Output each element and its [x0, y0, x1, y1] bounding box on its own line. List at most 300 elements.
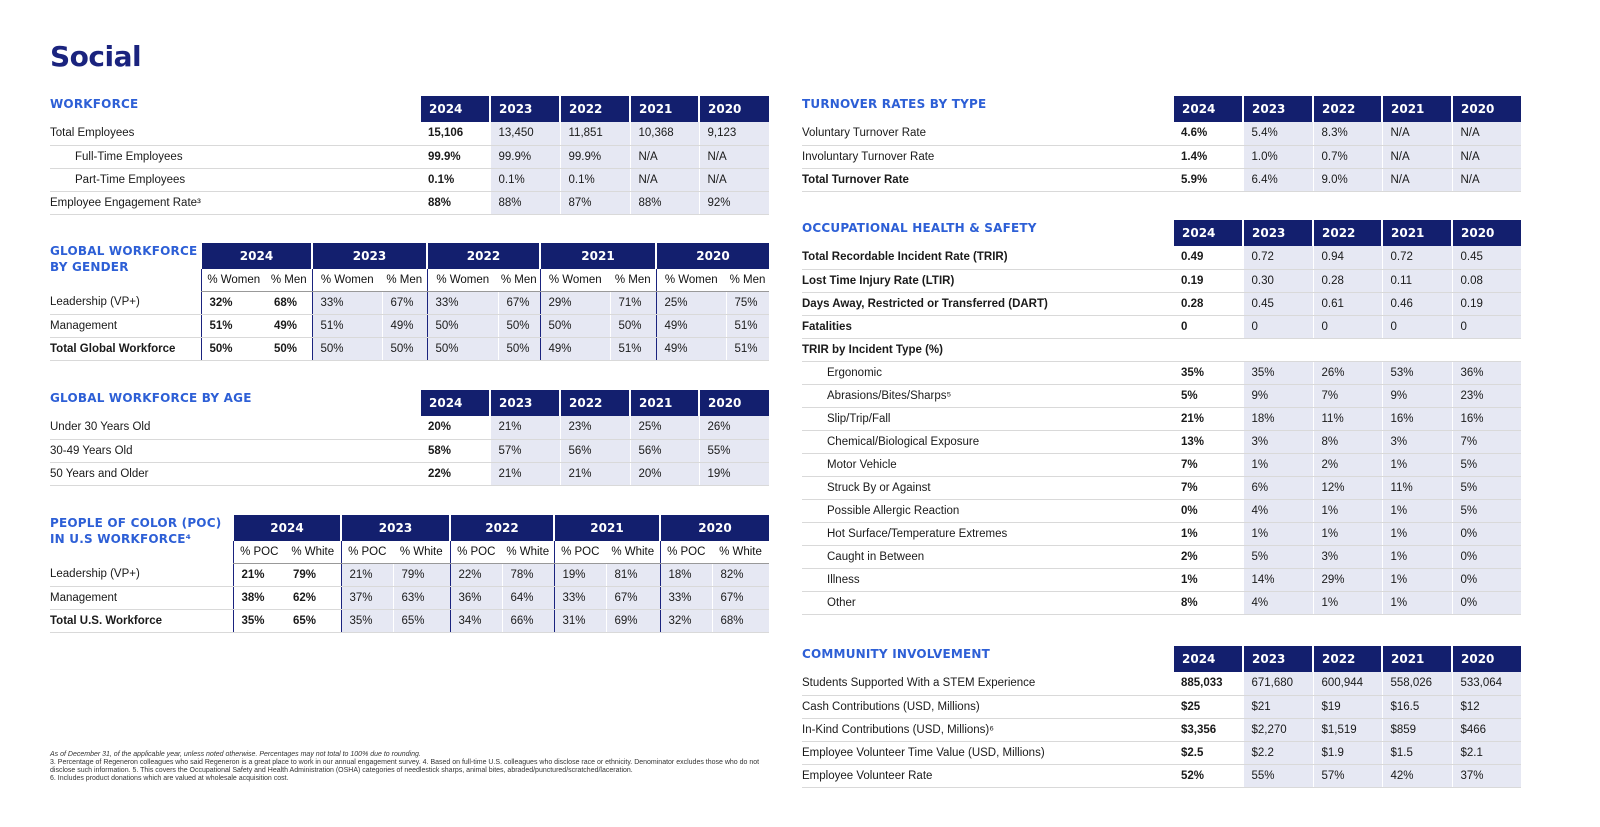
table-cell: 3% — [1243, 430, 1313, 453]
table-cell: 25% — [630, 416, 699, 439]
table-cell: 885,033 — [1173, 672, 1243, 695]
year-header: 2024 — [1173, 96, 1243, 122]
table-cell: 0.28 — [1313, 269, 1382, 292]
table-cell: 50% — [427, 314, 498, 337]
row-label: Leadership (VP+) — [50, 291, 201, 314]
table-cell: N/A — [630, 168, 699, 191]
table-cell: 31% — [554, 609, 606, 632]
ohs-section — [802, 220, 1521, 615]
row-label: Slip/Trip/Fall — [802, 407, 1173, 430]
table-cell: 53% — [1382, 361, 1452, 384]
table-cell: 62% — [285, 586, 341, 609]
sub-header: % POC — [450, 541, 502, 563]
table-cell: 65% — [285, 609, 341, 632]
sub-header: % POC — [341, 541, 393, 563]
table-cell: 0.1% — [420, 168, 490, 191]
table-cell: 6% — [1243, 476, 1313, 499]
table-row — [50, 609, 769, 632]
table-cell: 5.4% — [1243, 122, 1313, 145]
row-label: Employee Volunteer Time Value (USD, Millions) — [802, 741, 1173, 764]
table-cell: 0.7% — [1313, 145, 1382, 168]
table-cell: 33% — [427, 291, 498, 314]
table-cell: 55% — [699, 439, 769, 462]
row-label: Struck By or Against — [802, 476, 1173, 499]
table-cell: 0.19 — [1452, 292, 1521, 315]
sub-header: % Men — [726, 269, 769, 291]
row-label: Lost Time Injury Rate (LTIR) — [802, 269, 1173, 292]
table-cell: 29% — [540, 291, 610, 314]
row-label: Part-Time Employees — [50, 168, 420, 191]
row-label: Total U.S. Workforce — [50, 609, 233, 632]
sub-header: % POC — [554, 541, 606, 563]
year-header: 2022 — [1313, 646, 1382, 672]
row-label: Students Supported With a STEM Experience — [802, 672, 1173, 695]
table-cell: 35% — [341, 609, 393, 632]
table-cell: 1% — [1313, 522, 1382, 545]
table-row — [802, 568, 1521, 591]
table-cell: 9,123 — [699, 122, 769, 145]
table-cell: 1% — [1382, 499, 1452, 522]
table-cell: 1.0% — [1243, 145, 1313, 168]
table-row — [802, 430, 1521, 453]
row-label: Full-Time Employees — [50, 145, 420, 168]
table-cell: N/A — [1382, 168, 1452, 191]
table-cell: 8.3% — [1313, 122, 1382, 145]
row-label: Days Away, Restricted or Transferred (DART) — [802, 292, 1173, 315]
table-cell: 79% — [285, 563, 341, 586]
row-label: Voluntary Turnover Rate — [802, 122, 1173, 145]
table-cell: 55% — [1243, 764, 1313, 787]
table-row — [802, 545, 1521, 568]
row-label: Total Employees — [50, 122, 420, 145]
table-cell: 5% — [1173, 384, 1243, 407]
table-cell: 58% — [420, 439, 490, 462]
table-cell: 88% — [490, 191, 560, 214]
community-table — [802, 646, 1521, 788]
sub-header: % Women — [540, 269, 610, 291]
year-header: 2022 — [1313, 220, 1382, 246]
table-cell: 600,944 — [1313, 672, 1382, 695]
row-label: In-Kind Contributions (USD, Millions)⁶ — [802, 718, 1173, 741]
table-cell: 0% — [1452, 591, 1521, 614]
table-cell: 9% — [1243, 384, 1313, 407]
table-cell: 88% — [420, 191, 490, 214]
table-row — [802, 384, 1521, 407]
table-row — [50, 191, 769, 214]
table-cell: 71% — [610, 291, 656, 314]
table-cell: $2.2 — [1243, 741, 1313, 764]
poc-section — [50, 515, 769, 633]
table-row — [50, 586, 769, 609]
section-title: COMMUNITY INVOLVEMENT — [802, 647, 991, 661]
year-header: 2024 — [1173, 646, 1243, 672]
table-cell: 1% — [1382, 453, 1452, 476]
gender-section — [50, 243, 769, 361]
table-cell: 51% — [201, 314, 266, 337]
row-label: Chemical/Biological Exposure — [802, 430, 1173, 453]
table-row — [50, 462, 769, 485]
table-cell: 37% — [341, 586, 393, 609]
row-label: Total Global Workforce — [50, 337, 201, 360]
year-header: 2023 — [312, 243, 427, 269]
table-cell: 0.1% — [490, 168, 560, 191]
table-cell: 81% — [606, 563, 660, 586]
table-cell: 0.46 — [1382, 292, 1452, 315]
year-header: 2021 — [1382, 646, 1452, 672]
table-cell: 0.11 — [1382, 269, 1452, 292]
table-row — [802, 764, 1521, 787]
year-header: 2021 — [630, 96, 699, 122]
table-cell: 92% — [699, 191, 769, 214]
year-header: 2020 — [699, 96, 769, 122]
table-cell: $3,356 — [1173, 718, 1243, 741]
footnote-line: 3. Percentage of Regeneron colleagues who said Regeneron is a great place to work in our annual engagement survey. 4. Based on full-time U.S. colleagues who disclose race or ethnicity. Denominator excludes those who do not disclose such information. 5. This covers the Occupational Safety and Health Administration (OSHA) categories of needlestick sharps, animal bites, abraded/punctured/scratched/laceration. — [50, 759, 760, 774]
table-cell: 0 — [1243, 315, 1313, 338]
section-title: PEOPLE OF COLOR (POC) IN U.S WORKFORCE⁴ — [50, 516, 222, 546]
section-title: GLOBAL WORKFORCE BY GENDER — [50, 244, 198, 274]
table-cell: 0.94 — [1313, 246, 1382, 269]
row-label: Other — [802, 591, 1173, 614]
year-header: 2021 — [1382, 220, 1452, 246]
table-cell: 1% — [1382, 568, 1452, 591]
year-header: 2020 — [1452, 646, 1521, 672]
table-cell: 13% — [1173, 430, 1243, 453]
year-header: 2022 — [1313, 96, 1382, 122]
table-cell: $466 — [1452, 718, 1521, 741]
sub-header: % White — [606, 541, 660, 563]
table-cell: 50% — [540, 314, 610, 337]
year-header: 2024 — [201, 243, 312, 269]
table-cell: $25 — [1173, 695, 1243, 718]
table-cell: 57% — [1313, 764, 1382, 787]
table-cell: 33% — [312, 291, 382, 314]
table-cell: 5.9% — [1173, 168, 1243, 191]
table-cell: 1% — [1382, 591, 1452, 614]
year-header: 2023 — [341, 515, 450, 541]
row-label: Cash Contributions (USD, Millions) — [802, 695, 1173, 718]
table-cell: $2.1 — [1452, 741, 1521, 764]
row-label: Abrasions/Bites/Sharps⁵ — [802, 384, 1173, 407]
year-header: 2021 — [554, 515, 660, 541]
table-cell: 0.28 — [1173, 292, 1243, 315]
table-cell: 67% — [382, 291, 427, 314]
sub-header: % Men — [610, 269, 656, 291]
footnote-line: As of December 31, of the applicable year, unless noted otherwise. Percentages may not total to 100% due to rounding. — [50, 751, 421, 758]
table-cell: 67% — [498, 291, 540, 314]
table-cell: 66% — [502, 609, 554, 632]
table-cell: N/A — [1452, 168, 1521, 191]
table-cell: 49% — [382, 314, 427, 337]
table-cell: 4% — [1243, 499, 1313, 522]
row-label: Employee Engagement Rate³ — [50, 191, 420, 214]
table-cell: 8% — [1173, 591, 1243, 614]
year-header: 2022 — [560, 96, 630, 122]
section-title: OCCUPATIONAL HEALTH & SAFETY — [802, 221, 1037, 235]
community-section — [802, 646, 1521, 788]
sub-header: % White — [393, 541, 450, 563]
table-row — [802, 407, 1521, 430]
table-cell: 99.9% — [490, 145, 560, 168]
table-cell: 99.9% — [420, 145, 490, 168]
table-cell: 0.72 — [1382, 246, 1452, 269]
sub-header: % Men — [498, 269, 540, 291]
table-cell: 67% — [712, 586, 769, 609]
table-row — [50, 314, 769, 337]
year-header: 2022 — [560, 390, 630, 416]
table-cell: 23% — [1452, 384, 1521, 407]
table-cell: 1% — [1243, 453, 1313, 476]
table-cell: 1% — [1173, 522, 1243, 545]
table-cell: 25% — [656, 291, 726, 314]
table-cell: 0.49 — [1173, 246, 1243, 269]
table-cell: 50% — [498, 314, 540, 337]
row-label: Management — [50, 586, 233, 609]
table-cell: 22% — [450, 563, 502, 586]
table-cell: 34% — [450, 609, 502, 632]
row-label: Management — [50, 314, 201, 337]
table-cell: 78% — [502, 563, 554, 586]
table-cell: 23% — [560, 416, 630, 439]
table-cell: 7% — [1313, 384, 1382, 407]
table-cell: 49% — [656, 337, 726, 360]
table-cell: 2% — [1173, 545, 1243, 568]
table-cell: N/A — [1382, 122, 1452, 145]
table-cell: 0.45 — [1452, 246, 1521, 269]
table-cell: 35% — [233, 609, 285, 632]
table-cell: 50% — [266, 337, 312, 360]
table-cell: 49% — [656, 314, 726, 337]
table-cell: 64% — [502, 586, 554, 609]
table-cell: 0.08 — [1452, 269, 1521, 292]
table-row — [802, 741, 1521, 764]
row-label: Caught in Between — [802, 545, 1173, 568]
table-cell: 21% — [1173, 407, 1243, 430]
table-cell: N/A — [1452, 122, 1521, 145]
table-cell: 42% — [1382, 764, 1452, 787]
table-cell: 4.6% — [1173, 122, 1243, 145]
table-cell: $1,519 — [1313, 718, 1382, 741]
table-cell: 671,680 — [1243, 672, 1313, 695]
year-header: 2024 — [420, 96, 490, 122]
table-cell: 36% — [1452, 361, 1521, 384]
table-row — [50, 291, 769, 314]
table-cell: 21% — [341, 563, 393, 586]
table-cell: 0% — [1173, 499, 1243, 522]
table-cell: 1.4% — [1173, 145, 1243, 168]
section-title: WORKFORCE — [50, 97, 139, 111]
row-label: Employee Volunteer Rate — [802, 764, 1173, 787]
table-cell: 0.30 — [1243, 269, 1313, 292]
year-header: 2021 — [1382, 96, 1452, 122]
table-cell: 8% — [1313, 430, 1382, 453]
table-cell: 50% — [312, 337, 382, 360]
workforce-section — [50, 96, 769, 215]
table-row — [50, 563, 769, 586]
table-cell: $21 — [1243, 695, 1313, 718]
table-cell: 68% — [712, 609, 769, 632]
table-row — [802, 361, 1521, 384]
table-cell: $12 — [1452, 695, 1521, 718]
year-header: 2023 — [1243, 96, 1313, 122]
year-header: 2023 — [1243, 220, 1313, 246]
sub-header: % Men — [266, 269, 312, 291]
table-cell: N/A — [1452, 145, 1521, 168]
sub-header: % POC — [660, 541, 712, 563]
sub-header: % Women — [312, 269, 382, 291]
table-cell: 56% — [560, 439, 630, 462]
age-section — [50, 390, 769, 486]
table-cell: 11% — [1313, 407, 1382, 430]
table-cell: 5% — [1452, 453, 1521, 476]
table-cell: 69% — [606, 609, 660, 632]
table-cell: N/A — [1382, 145, 1452, 168]
table-cell: 13,450 — [490, 122, 560, 145]
table-row — [802, 718, 1521, 741]
table-cell: 52% — [1173, 764, 1243, 787]
table-cell: 7% — [1173, 476, 1243, 499]
table-cell: 5% — [1243, 545, 1313, 568]
table-cell: 21% — [490, 462, 560, 485]
table-row — [802, 522, 1521, 545]
table-row — [50, 337, 769, 360]
table-cell: 50% — [427, 337, 498, 360]
table-cell: 50% — [382, 337, 427, 360]
table-cell: 1% — [1313, 499, 1382, 522]
workforce-table — [50, 96, 769, 215]
table-row — [802, 122, 1521, 145]
table-cell: 0 — [1452, 315, 1521, 338]
table-row — [802, 145, 1521, 168]
table-cell: N/A — [630, 145, 699, 168]
table-row — [50, 122, 769, 145]
table-cell: 19% — [699, 462, 769, 485]
table-cell: 1% — [1173, 568, 1243, 591]
table-cell: 26% — [699, 416, 769, 439]
table-cell: 57% — [490, 439, 560, 462]
table-cell: 6.4% — [1243, 168, 1313, 191]
table-cell: 26% — [1313, 361, 1382, 384]
footnote-line: 6. Includes product donations which are valued at wholesale acquisition cost. — [50, 775, 289, 782]
year-header: 2023 — [490, 390, 560, 416]
table-cell: 35% — [1243, 361, 1313, 384]
year-header: 2023 — [1243, 646, 1313, 672]
table-cell: N/A — [699, 168, 769, 191]
table-cell: $2.5 — [1173, 741, 1243, 764]
table-cell: 20% — [420, 416, 490, 439]
table-cell: 15,106 — [420, 122, 490, 145]
table-row — [802, 695, 1521, 718]
sub-header: % POC — [233, 541, 285, 563]
table-cell: 49% — [266, 314, 312, 337]
table-row — [802, 672, 1521, 695]
table-cell: 1% — [1313, 591, 1382, 614]
table-row — [802, 315, 1521, 338]
table-cell: 32% — [660, 609, 712, 632]
table-cell: 21% — [560, 462, 630, 485]
row-label: Fatalities — [802, 315, 1173, 338]
table-cell: 5% — [1452, 476, 1521, 499]
table-cell: 0 — [1313, 315, 1382, 338]
table-cell: 21% — [490, 416, 560, 439]
table-cell: 79% — [393, 563, 450, 586]
table-cell: 20% — [630, 462, 699, 485]
row-label: Leadership (VP+) — [50, 563, 233, 586]
table-cell: $1.9 — [1313, 741, 1382, 764]
table-cell: 9.0% — [1313, 168, 1382, 191]
table-cell: 22% — [420, 462, 490, 485]
table-cell: 533,064 — [1452, 672, 1521, 695]
table-cell: 18% — [1243, 407, 1313, 430]
year-header: 2023 — [490, 96, 560, 122]
table-cell: 51% — [610, 337, 656, 360]
table-cell: 29% — [1313, 568, 1382, 591]
table-cell: 0.1% — [560, 168, 630, 191]
table-cell: 16% — [1452, 407, 1521, 430]
table-cell: 0.45 — [1243, 292, 1313, 315]
table-cell: 0 — [1382, 315, 1452, 338]
ohs-table — [802, 220, 1521, 615]
table-cell: 0.72 — [1243, 246, 1313, 269]
table-cell: 0 — [1173, 315, 1243, 338]
table-cell: $859 — [1382, 718, 1452, 741]
table-cell: 51% — [312, 314, 382, 337]
table-cell: 49% — [540, 337, 610, 360]
trir-heading: TRIR by Incident Type (%) — [802, 338, 1521, 361]
sub-header: % Women — [427, 269, 498, 291]
table-cell: 75% — [726, 291, 769, 314]
row-label: Possible Allergic Reaction — [802, 499, 1173, 522]
table-cell: 50% — [498, 337, 540, 360]
table-cell: 0% — [1452, 568, 1521, 591]
table-cell: 1% — [1243, 522, 1313, 545]
sub-header: % Women — [656, 269, 726, 291]
table-row — [50, 168, 769, 191]
table-cell: 7% — [1452, 430, 1521, 453]
table-row — [802, 453, 1521, 476]
section-title: GLOBAL WORKFORCE BY AGE — [50, 391, 252, 405]
year-header: 2020 — [1452, 220, 1521, 246]
table-cell: 35% — [1173, 361, 1243, 384]
table-cell: 5% — [1452, 499, 1521, 522]
section-title: TURNOVER RATES BY TYPE — [802, 97, 987, 111]
table-cell: $1.5 — [1382, 741, 1452, 764]
row-label: Illness — [802, 568, 1173, 591]
table-cell: 67% — [606, 586, 660, 609]
table-row — [802, 168, 1521, 191]
year-header: 2024 — [1173, 220, 1243, 246]
table-cell: 0.19 — [1173, 269, 1243, 292]
table-cell: 12% — [1313, 476, 1382, 499]
table-cell: 10,368 — [630, 122, 699, 145]
table-cell: 9% — [1382, 384, 1452, 407]
row-label: 50 Years and Older — [50, 462, 420, 485]
row-label: Ergonomic — [802, 361, 1173, 384]
table-cell: 3% — [1382, 430, 1452, 453]
table-cell: 36% — [450, 586, 502, 609]
year-header: 2024 — [420, 390, 490, 416]
table-cell: 18% — [660, 563, 712, 586]
table-row — [802, 499, 1521, 522]
year-header: 2022 — [427, 243, 540, 269]
year-header: 2021 — [630, 390, 699, 416]
table-cell: 16% — [1382, 407, 1452, 430]
table-cell: 7% — [1173, 453, 1243, 476]
row-label: Motor Vehicle — [802, 453, 1173, 476]
table-row — [802, 476, 1521, 499]
table-cell: 32% — [201, 291, 266, 314]
table-cell: 14% — [1243, 568, 1313, 591]
table-cell: 2% — [1313, 453, 1382, 476]
